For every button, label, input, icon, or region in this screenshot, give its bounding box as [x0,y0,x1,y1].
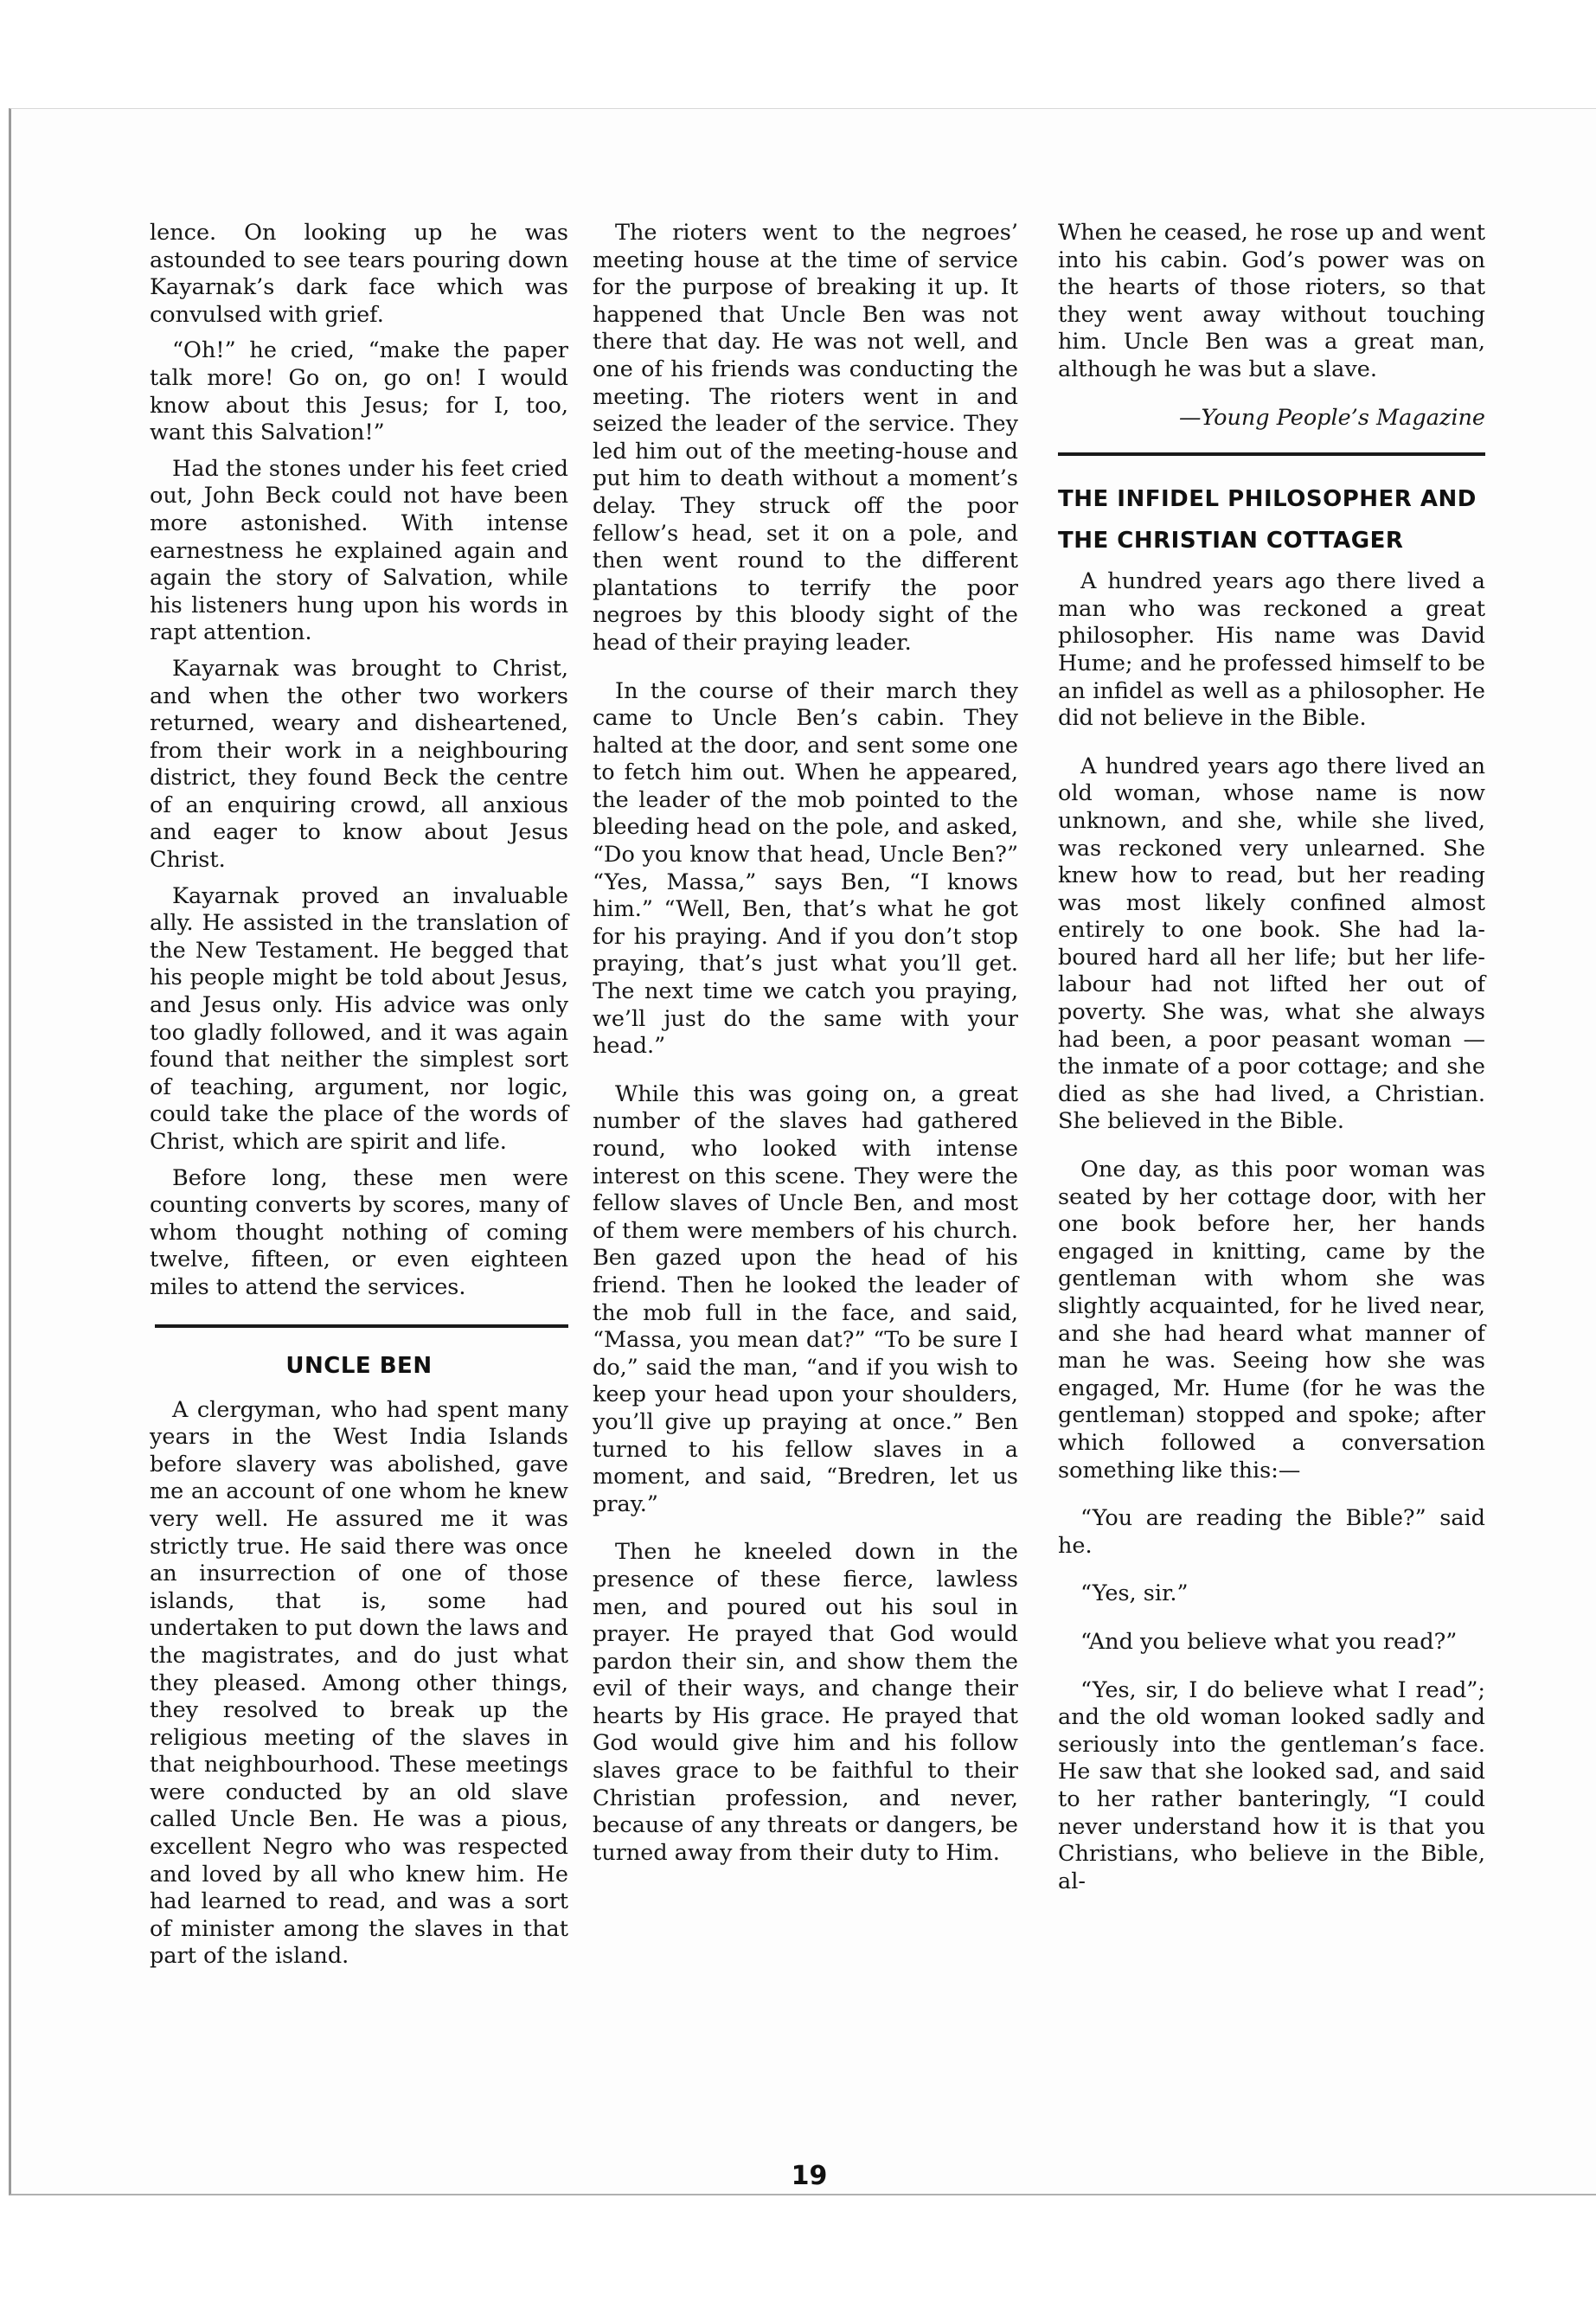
paragraph: A clergyman, who had spent many years in the West India Islands before slavery was abolished, gave me an account of one whom he knew very well. He assured me it was strictly true. He said there was once an insurrection of one of those islands, that is, some had undertaken to put down the laws and the magistrates, and do just what they pleased. Among other things, they resolved to break up the religious meeting of the slaves in that neighbourhood. These meetings were conducted by an old slave called Uncle Ben. He was a pious, excellent Negro who was respected and loved by all who knew him. He had learned to read, and was a sort of minister among the slaves in that part of the island. [150,1396,569,1970]
column-1 [150,220,568,1979]
paragraph: Before long, these men were counting converts by scores, many of whom thought nothing of coming twelve, fifteen, or even eighteen miles to attend the services. [150,1164,568,1300]
section-divider [155,1324,568,1328]
column-2 [593,220,1018,1888]
paragraph: Had the stones under his feet cried out, John Beck could not have been more astonished. With intense earnestness he explained again and again the story of Salvation, while his listeners hung upon his words in rapt attention. [150,455,568,646]
paragraph: Kayarnak was brought to Christ, and when the other two workers returned, weary and disheartened, from their work in a neighbouring district, they found Beck the centre of an enquiring crowd, all anxious and eager to know about Jesus Christ. [150,655,568,874]
paragraph: Then he kneeled down in the presence of these fierce, lawless men, and poured out his soul in prayer. He prayed that God would pardon their sin, and show them the evil of their ways, and change their hearts by His grace. He prayed that God would give him and his follow slaves grace to be faithful to their Christian profession, and never, because of any threats or dangers, be turned away from their duty to Him. [593,1539,1018,1866]
page-number: 19 [791,2161,828,2191]
paragraph: When he ceased, he rose up and went into his cabin. God’s power was on the hearts of those rioters, so that they went away without touching him. Uncle Ben was a great man, although he was but a slave. [1058,220,1485,382]
magazine-page [9,108,1596,2195]
heading-line: THE INFIDEL PHILOSOPHER AND [1058,486,1477,513]
paragraph: “And you believe what you read?” [1080,1628,1458,1655]
paragraph: “Oh!” he cried, “make the paper talk more! Go on, go on! I would know about this Jesus; for I, too, want this Salvation!” [150,337,568,446]
paragraph: The rioters went to the negroes’ meeting house at the time of service for the purpose of breaking it up. It happened that Uncle Ben was not there that day. He was not well, and one of his friends was conducting the meeting. The rioters went in and seized the leader of the service. They led him out of the meeting-house and put him to death without a moment’s delay. They struck off the poor fellow’s head, set it on a pole, and then went round to the different plantations to terrify the poor negroes by this bloody sight of the head of their praying leader. [593,220,1018,656]
heading-line: THE CHRISTIAN COTTAGER [1058,528,1404,554]
paragraph: “You are reading the Bible?” said he. [1058,1505,1485,1559]
column-3 [1058,220,1485,1916]
paragraph: “Yes, sir, I do believe what I read”; and the old woman looked sadly and seriously into the gentleman’s face. He saw that she looked sad, and said to her rather banteringly, “I could never understand how it is that you Christians, who believe in the Bible, al- [1058,1676,1485,1894]
paragraph: In the course of their march they came to Uncle Ben’s cabin. They halted at the door, and sent some one to fetch him out. When he appeared, the leader of the mob pointed to the bleeding head on the pole, and asked, “Do you know that head, Uncle Ben?” “Yes, Massa,” says Ben, “I knows him.” “Well, Ben, that’s what he got for his praying. And if you don’t stop praying, that’s just what you’ll get. The next time we catch you praying, we’ll just do the same with your head.” [593,677,1018,1060]
section-divider [1058,452,1485,456]
paragraph: While this was going on, a great number of the slaves had gathered round, who looked with intense interest on this scene. They were the fellow slaves of Uncle Ben, and most of them were members of his church. Ben gazed upon the head of his friend. Then he looked the leader of the mob full in the face, and said, “Massa, you mean dat?” “To be sure I do,” said the man, “and if you wish to keep your head upon your shoulders, you’ll give up praying at once.” Ben turned to his fellow slaves in a moment, and said, “Bredren, let us pray.” [593,1080,1018,1517]
paragraph: “Yes, sir.” [1080,1580,1189,1607]
paragraph: lence. On looking up he was astounded to see tears pouring down Kayarnak’s dark face which was convulsed with grief. [150,220,568,328]
paragraph: A hundred years ago there lived an old woman, whose name is now unknown, and she, while she lived, was reckoned very unlearned. She knew how to read, but her reading was most likely confined almost entirely to one book. She had laboured hard all her life; but her life-labour had not lifted her out of poverty. She was, what she always had been, a poor peasant woman — the inmate of a poor cottage; and she died as she had lived, a Christian. She believed in the Bible. [1058,753,1485,1135]
paragraph: A hundred years ago there lived a man who was reckoned a great philosopher. His name was David Hume; and he professed himself to be an infidel as well as a philosopher. He did not believe in the Bible. [1058,568,1485,732]
paragraph: Kayarnak proved an invaluable ally. He assisted in the translation of the New Testament. He begged that his people might be told about Jesus, and Jesus only. His advice was only too gladly followed, and it was again found that neither the simplest sort of teaching, argument, nor logic, could take the place of the words of Christ, which are spirit and life. [150,882,568,1155]
paragraph: One day, as this poor woman was seated by her cottage door, with her one book before her, her hands engaged in knitting, came by the gentleman with whom she was slightly acquainted, for he lived near, and she had heard what manner of man he was. Seeing how she was engaged, Mr. Hume (for he was the gentleman) stopped and spoke; after which followed a conversation something like this:— [1058,1157,1485,1484]
section-heading-infidel-philosopher [1058,478,1485,561]
attribution: —Young People’s Magazine [1178,404,1485,431]
section-heading-uncle-ben: UNCLE BEN [285,1352,433,1379]
